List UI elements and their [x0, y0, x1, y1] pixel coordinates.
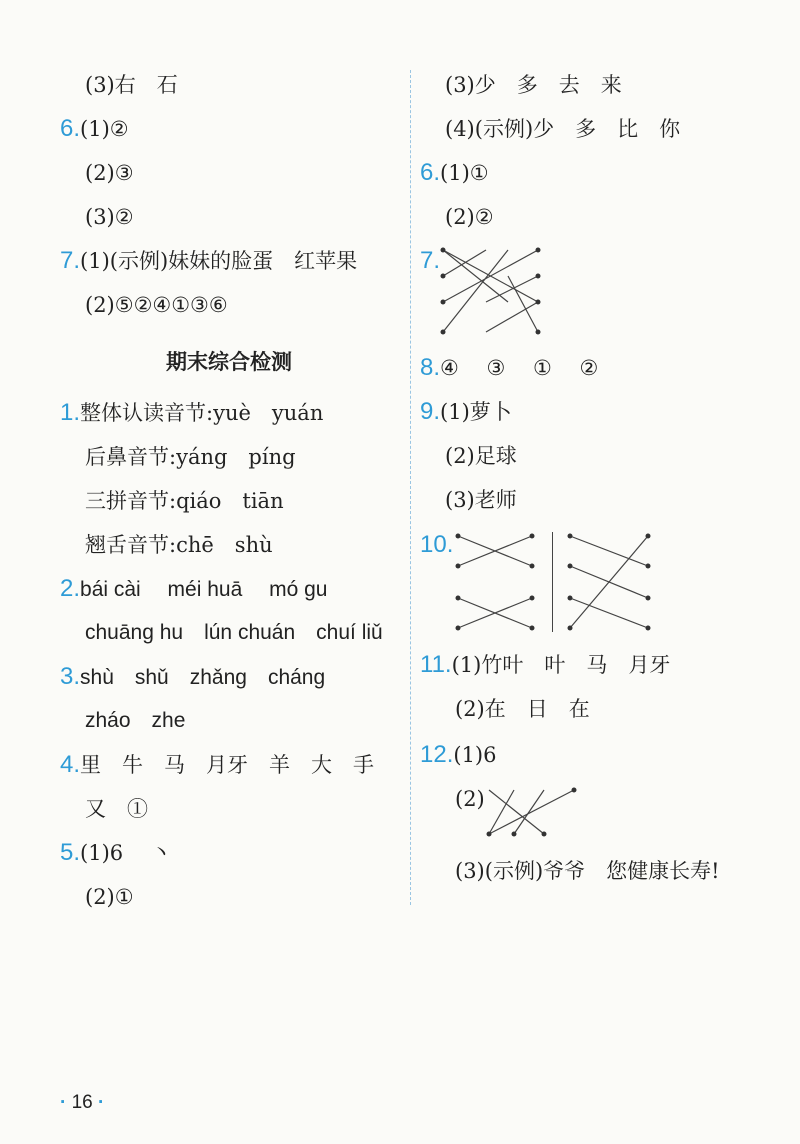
left-f-q5 — [60, 838, 172, 868]
answer-text: (1)① — [440, 161, 489, 185]
answer-text: ④ ③ ① ② — [440, 356, 599, 380]
question-number: 6. — [420, 159, 441, 186]
left-q7 — [60, 246, 357, 276]
right-q10 — [420, 530, 453, 560]
left-f-q3-2: zháo zhe — [85, 709, 186, 732]
right-q12-2: (2) — [455, 787, 485, 811]
answer-text: 里 牛 马 月牙 羊 大 手 — [80, 753, 375, 777]
column-divider — [410, 70, 411, 905]
right-q12 — [420, 740, 496, 770]
page-number: · 16 · — [60, 1092, 105, 1113]
right-q9-3: (3)老师 — [445, 488, 517, 512]
right-q11 — [420, 650, 670, 680]
left-q6 — [60, 114, 129, 144]
question-number: 7. — [420, 247, 441, 274]
left-f-q1-3: 三拼音节:qiáo tiān — [85, 489, 284, 513]
left-f-q1 — [60, 398, 323, 428]
question-number: 12. — [420, 741, 454, 768]
left-f-q1-2: 后鼻音节:yáng píng — [85, 445, 296, 469]
right-q7 — [420, 246, 440, 276]
question-number: 10. — [420, 531, 454, 558]
left-f-q2 — [60, 574, 327, 605]
matching-diagram-q7 — [438, 240, 548, 340]
matching-diagram-q10 — [450, 528, 660, 638]
question-number: 8. — [420, 354, 441, 381]
section-heading: 期末综合检测 — [166, 350, 292, 374]
left-f-q4 — [60, 750, 374, 780]
question-number: 1. — [60, 399, 81, 426]
answer-text: (1)6 丶 — [80, 841, 172, 865]
diagram-separator — [552, 532, 553, 632]
question-number: 4. — [60, 751, 81, 778]
question-number: 11. — [420, 651, 452, 678]
answer-text: shù shǔ zhǎng cháng — [80, 666, 326, 689]
right-q12-3: (3)(示例)爷爷 您健康长寿! — [455, 859, 720, 883]
answer-text: bái cài méi huā mó gu — [80, 578, 328, 601]
left-answer-3: (3)右 石 — [85, 73, 178, 97]
answer-text: (1)竹叶 叶 马 月牙 — [451, 653, 671, 677]
answer-text: 整体认读音节:yuè yuán — [80, 401, 324, 425]
left-q6-3: (3)② — [85, 205, 134, 229]
answer-text: (1)萝卜 — [440, 400, 512, 424]
left-f-q2-2: chuāng hu lún chuán chuí liǔ — [85, 621, 383, 644]
right-q6-2: (2)② — [445, 205, 494, 229]
matching-diagram-q12 — [484, 784, 584, 844]
answer-text: (1)② — [80, 117, 129, 141]
left-q6-2: (2)③ — [85, 161, 134, 185]
right-answer-3: (3)少 多 去 来 — [445, 73, 622, 97]
right-q11-2: (2)在 日 在 — [455, 697, 590, 721]
answer-text: (1)(示例)妹妹的脸蛋 红苹果 — [80, 249, 358, 273]
question-number: 3. — [60, 663, 81, 690]
left-q7-2: (2)⑤②④①③⑥ — [85, 293, 228, 317]
left-f-q5-2: (2)① — [85, 885, 134, 909]
right-q8 — [420, 353, 598, 383]
question-number: 2. — [60, 575, 81, 602]
right-q9-2: (2)足球 — [445, 444, 517, 468]
right-answer-4: (4)(示例)少 多 比 你 — [445, 117, 681, 141]
answer-text: (1)6 — [453, 743, 497, 767]
question-number: 9. — [420, 398, 441, 425]
question-number: 5. — [60, 839, 81, 866]
page-number-value: 16 — [71, 1092, 93, 1113]
question-number: 7. — [60, 247, 81, 274]
right-q6 — [420, 158, 489, 188]
left-f-q1-4: 翘舌音节:chē shù — [85, 533, 273, 557]
right-q9 — [420, 397, 512, 427]
left-f-q3 — [60, 662, 325, 693]
question-number: 6. — [60, 115, 81, 142]
left-f-q4-2: 又 ① — [85, 797, 148, 821]
